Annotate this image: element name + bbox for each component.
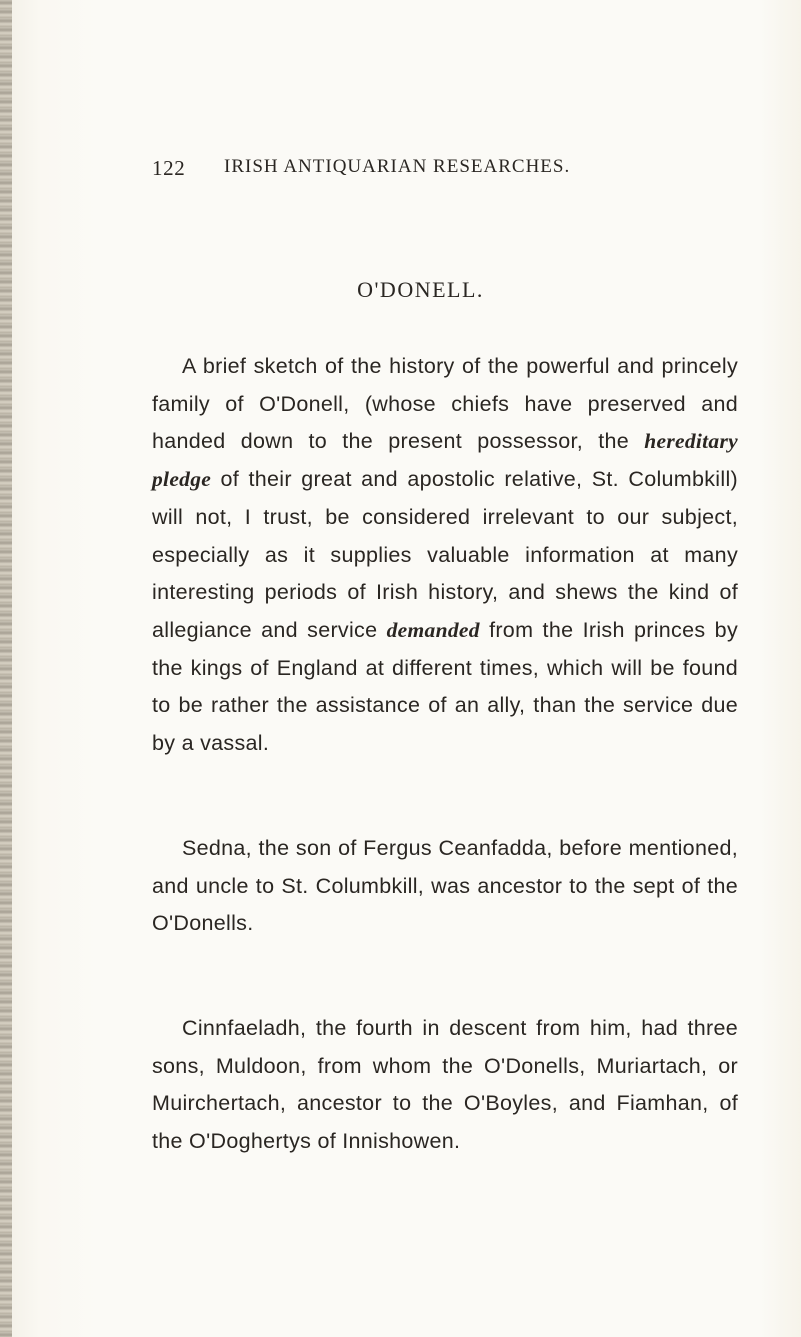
italic-hereditary-pledge: hereditary pledge xyxy=(152,429,738,492)
paragraph-2: Sedna, the son of Fergus Ceanfadda, before mentioned, and uncle to St. Columbkill, was ancestor to the sept of the O'Donells. xyxy=(152,836,738,936)
italic-demanded: demanded xyxy=(386,617,480,642)
paragraph-1-text-a: A brief sketch of the history of the powerful and princely family of O'Donell, (whose chiefs have preserved and handed down to the present possessor, the xyxy=(152,354,738,454)
paragraph-3: Cinnfaeladh, the fourth in descent from him, had three sons, Muldoon, from whom the O'Donells, Muriartach, or Muirchertach, ancestor to the O'Boyles, and Fiamhan, of the O'Doghertys of Innishowen. xyxy=(152,1016,738,1154)
section-heading: O'DONELL. xyxy=(357,277,484,302)
page-number: 122 xyxy=(152,156,186,180)
binding-edge xyxy=(0,0,12,1337)
paragraph-1 xyxy=(152,348,738,763)
paragraph-1-text-c: from the Irish princes by the kings of England at different times, which will be found to be rather the assistance of an ally, than the service due by a vassal. xyxy=(152,617,738,756)
paragraph-1-text-b: of their great and apostolic relative, St. Columbkill) will not, I trust, be considered irrelevant to our subject, especially as it supplies valuable information at many interesting periods of Irish history, and shews the kind of allegiance and service xyxy=(152,467,738,642)
running-head xyxy=(152,156,712,188)
running-head-title: IRISH ANTIQUARIAN RESEARCHES. xyxy=(224,156,571,177)
